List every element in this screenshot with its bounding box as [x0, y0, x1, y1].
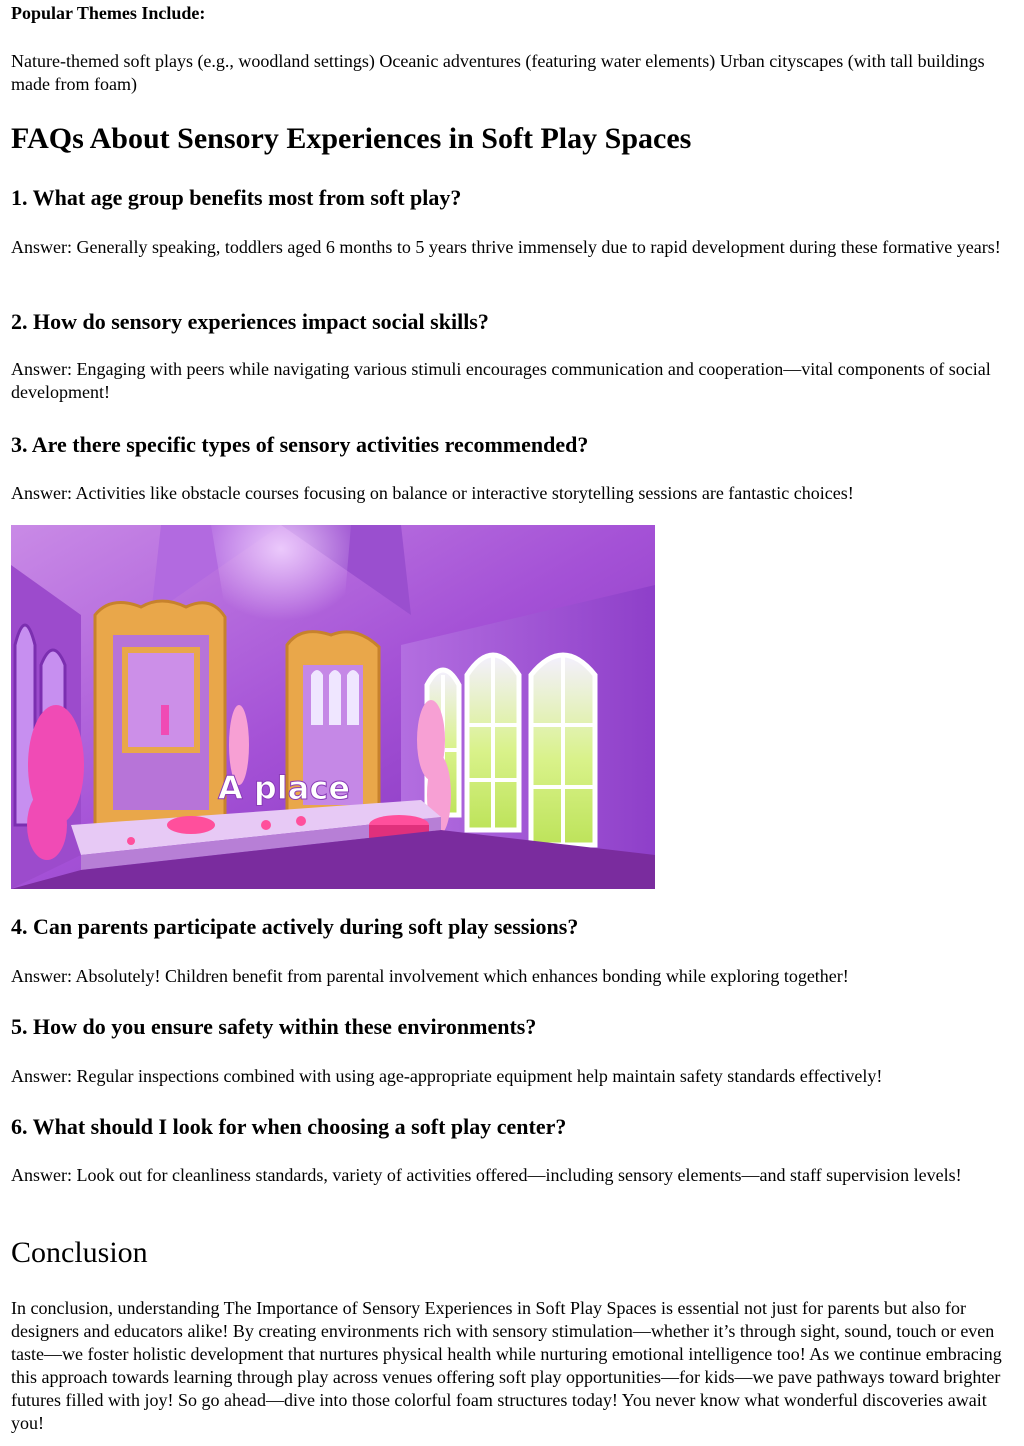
- conclusion-text: In conclusion, understanding The Importance of Sensory Experiences in Soft Play Spaces is essential not just for parents but also for designers and educators alike! By creating environments rich with sensory stimulation—whether it’s through sight, sound, touch or even taste—we foster holistic development that nurtures physical health while nurturing emotional intelligence too! As we continue embracing this approach towards learning through play across venues offering soft play opportunities—for kids—we pave pathways toward brighter futures filled with joy! So go ahead—dive into those colorful foam structures today! You never know what wonderful discoveries await you!: [11, 1298, 1002, 1433]
- faq-answer-5: Answer: Regular inspections combined with using age-appropriate equipment help maintain safety standards effectively!: [11, 1066, 883, 1086]
- faq-answer-4: Answer: Absolutely! Children benefit from parental involvement which enhances bonding while exploring together!: [11, 966, 849, 986]
- playroom-photo: [11, 525, 655, 889]
- themes-text: Nature-themed soft plays (e.g., woodland settings) Oceanic adventures (featuring water elements) Urban cityscapes (with tall buildings made from foam): [11, 51, 985, 94]
- photo-caption: A place: [217, 769, 351, 807]
- faq-answer-6: Answer: Look out for cleanliness standards, variety of activities offered—including sensory elements—and staff supervision levels!: [11, 1165, 962, 1185]
- faq-question-4: 4. Can parents participate actively during soft play sessions?: [11, 914, 579, 939]
- faq-answer-1: Answer: Generally speaking, toddlers aged 6 months to 5 years thrive immensely due to rapid development during these formative years!: [11, 237, 1001, 257]
- faq-question-3: 3. Are there specific types of sensory activities recommended?: [11, 432, 589, 457]
- faq-answer-3: Answer: Activities like obstacle courses focusing on balance or interactive storytelling sessions are fantastic choices!: [11, 483, 854, 503]
- faq-question-5: 5. How do you ensure safety within these environments?: [11, 1014, 537, 1039]
- faq-title: FAQs About Sensory Experiences in Soft Play Spaces: [11, 122, 692, 155]
- faq-question-1: 1. What age group benefits most from soft play?: [11, 185, 462, 210]
- faq-answer-2: Answer: Engaging with peers while navigating various stimuli encourages communication and cooperation—vital components of social development!: [11, 359, 991, 402]
- conclusion-title: Conclusion: [11, 1236, 148, 1269]
- themes-heading: Popular Themes Include:: [11, 3, 206, 23]
- faq-question-6: 6. What should I look for when choosing a soft play center?: [11, 1114, 567, 1139]
- faq-question-2: 2. How do sensory experiences impact social skills?: [11, 309, 489, 334]
